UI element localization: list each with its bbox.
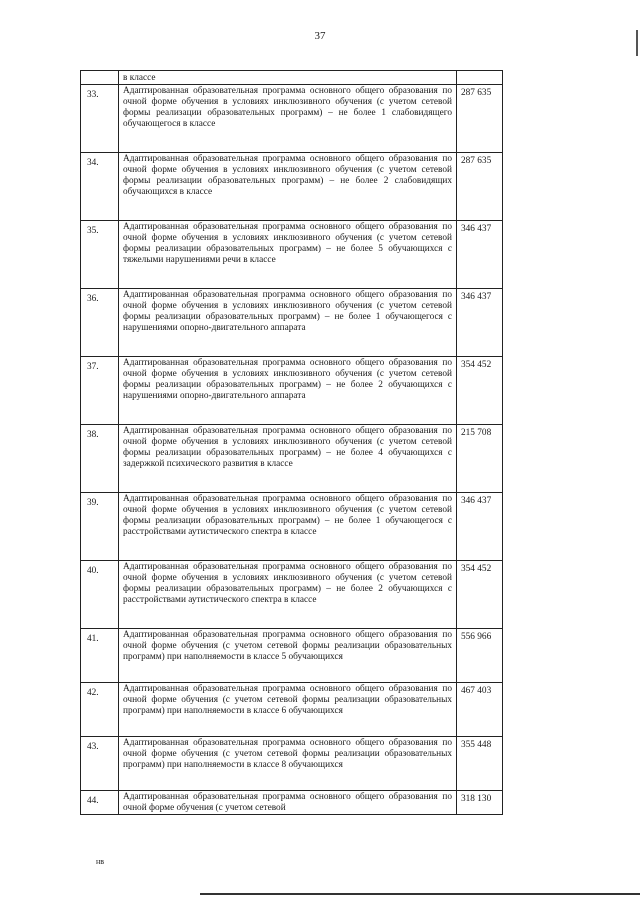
row-value-cell: 346 437 — [457, 289, 503, 357]
table-row — [81, 357, 503, 425]
row-text-cell: Адаптированная образовательная программа основного общего образования по очной форме обучения (с учетом сетевой формы реализации образовательных программ) при наполняемости в классе 8 обучающихся — [119, 737, 457, 791]
table-row — [81, 289, 503, 357]
row-value-cell: 318 130 — [457, 791, 503, 815]
page-bottom-edge — [200, 893, 640, 895]
row-value-cell: 346 437 — [457, 493, 503, 561]
row-text-cell: Адаптированная образовательная программа основного общего образования по очной форме обучения в условиях инклюзивного обучения (с учетом сетевой формы реализации образовательных программ) – не более 5 обучающихся с тяжелыми нарушениями речи в классе — [119, 221, 457, 289]
row-text-cell: Адаптированная образовательная программа основного общего образования по очной форме обучения в условиях инклюзивного обучения (с учетом сетевой формы реализации образовательных программ) – не более 4 обучающихся с задержкой психического развития в классе — [119, 425, 457, 493]
table-row — [81, 221, 503, 289]
table-row — [81, 425, 503, 493]
table-row — [81, 561, 503, 629]
row-number-cell: 39. — [81, 493, 119, 561]
table-row — [81, 737, 503, 791]
row-text-cell: Адаптированная образовательная программа основного общего образования по очной форме обучения в условиях инклюзивного обучения (с учетом сетевой формы реализации образовательных программ) – не более 2 обучающихся с расстройствами аутистического спектра в классе — [119, 561, 457, 629]
row-value-cell: 467 403 — [457, 683, 503, 737]
row-value-cell: 287 635 — [457, 153, 503, 221]
table-row — [81, 493, 503, 561]
row-value-cell — [457, 71, 503, 85]
table-row — [81, 85, 503, 153]
row-number-cell: 44. — [81, 791, 119, 815]
row-text-cell: Адаптированная образовательная программа основного общего образования по очной форме обучения (с учетом сетевой формы реализации образовательных программ) при наполняемости в классе 6 обучающихся — [119, 683, 457, 737]
table-row-continuation — [81, 71, 503, 85]
row-value-cell: 355 448 — [457, 737, 503, 791]
row-number-cell: 34. — [81, 153, 119, 221]
table-row — [81, 153, 503, 221]
row-value-cell: 215 708 — [457, 425, 503, 493]
table-row — [81, 683, 503, 737]
row-number-cell: 38. — [81, 425, 119, 493]
row-number-cell: 40. — [81, 561, 119, 629]
page-number: 37 — [314, 30, 326, 42]
row-text-cell: Адаптированная образовательная программа основного общего образования по очной форме обучения в условиях инклюзивного обучения (с учетом сетевой формы реализации образовательных программ) – не более 1 обучающегося с расстройствами аутистического спектра в классе — [119, 493, 457, 561]
tariff-table — [80, 70, 503, 815]
row-text-cell: Адаптированная образовательная программа основного общего образования по очной форме обучения в условиях инклюзивного обучения (с учетом сетевой формы реализации образовательных программ) – не более 2 обучающихся с нарушениями опорно-двигательного аппарата — [119, 357, 457, 425]
row-text-cell: Адаптированная образовательная программа основного общего образования по очной форме обучения (с учетом сетевой формы реализации образовательных программ) при наполняемости в классе 5 обучающихся — [119, 629, 457, 683]
row-value-cell: 354 452 — [457, 357, 503, 425]
table-row — [81, 629, 503, 683]
row-value-cell: 287 635 — [457, 85, 503, 153]
row-value-cell: 354 452 — [457, 561, 503, 629]
row-text-cell: Адаптированная образовательная программа основного общего образования по очной форме обучения в условиях инклюзивного обучения (с учетом сетевой формы реализации образовательных программ) – не более 2 слабовидящих обучающихся в классе — [119, 153, 457, 221]
row-number-cell: 35. — [81, 221, 119, 289]
row-text-cell: Адаптированная образовательная программа основного общего образования по очной форме обучения (с учетом сетевой — [119, 791, 457, 815]
table-row — [81, 791, 503, 815]
row-number-cell: 33. — [81, 85, 119, 153]
row-number-cell: 36. — [81, 289, 119, 357]
row-text-cell: Адаптированная образовательная программа основного общего образования по очной форме обучения в условиях инклюзивного обучения (с учетом сетевой формы реализации образовательных программ) – не более 1 слабовидящего обучающегося в классе — [119, 85, 457, 153]
row-value-cell: 556 966 — [457, 629, 503, 683]
scan-edge-mark — [636, 30, 638, 56]
row-value-cell: 346 437 — [457, 221, 503, 289]
row-number-cell: 41. — [81, 629, 119, 683]
row-number-cell — [81, 71, 119, 85]
row-number-cell: 42. — [81, 683, 119, 737]
row-number-cell: 37. — [81, 357, 119, 425]
row-number-cell: 43. — [81, 737, 119, 791]
footer-initials: нв — [96, 857, 105, 866]
row-text-cell: в классе — [119, 71, 457, 85]
row-text-cell: Адаптированная образовательная программа основного общего образования по очной форме обучения в условиях инклюзивного обучения (с учетом сетевой формы реализации образовательных программ) – не более 1 обучающегося с нарушениями опорно-двигательного аппарата — [119, 289, 457, 357]
